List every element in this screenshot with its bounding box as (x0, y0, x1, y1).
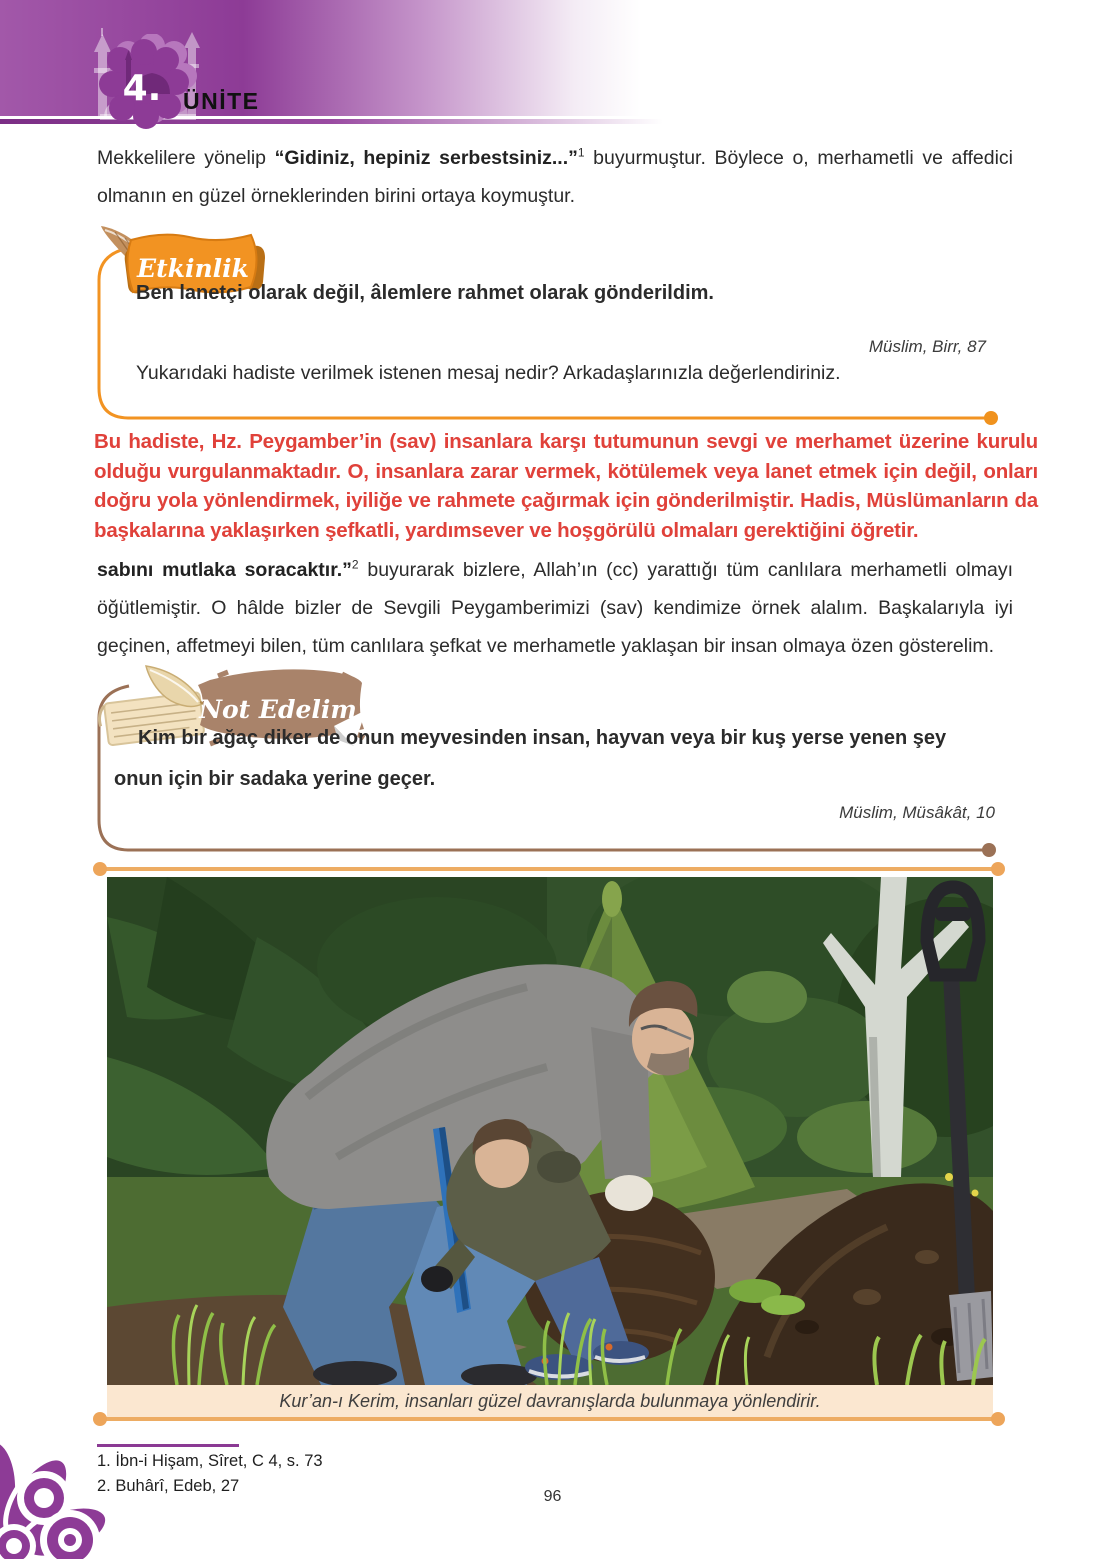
intro-paragraph (97, 139, 1013, 215)
planting-photo (107, 877, 993, 1385)
svg-text:Etkinlik: Etkinlik (137, 254, 249, 283)
unit-number-medallion (86, 34, 198, 134)
figure-top-rule (91, 860, 1007, 878)
svg-text:4.: 4. (122, 68, 162, 109)
figure-bottom-rule (91, 1410, 1007, 1428)
note-source: Müslim, Müsâkât, 10 (839, 803, 995, 822)
page-number: 96 (543, 1488, 562, 1505)
intro-pre: Mekkelilere yönelip (97, 146, 275, 169)
svg-text:Not Edelim: Not Edelim (199, 695, 357, 724)
activity-hadith: Ben lanetçi olarak değil, âlemlere rahmet olarak gönderildim. (136, 282, 714, 304)
body-quote-bold: sabını mutlaka soracaktır.” (97, 558, 352, 581)
activity-question: Yukarıdaki hadiste verilmek istenen mesaj nedir? Arkadaşlarınızla değerlendiriniz. (136, 362, 841, 384)
activity-source: Müslim, Birr, 87 (868, 337, 986, 356)
footnote-1: 1. İbn-i Hişam, Sîret, C 4, s. 73 (97, 1452, 323, 1470)
footnote-ref-2: 2 (351, 557, 359, 571)
unit-label: ÜNİTE (183, 88, 260, 114)
intro-post: buyurmuştur. Böylece o, merhametli ve affedici olmanın en güzel örneklerinden birini ortaya koymuştur. (97, 146, 1013, 207)
note-hadith: Kim bir ağaç diker de onun meyvesinden insan, hayvan veya bir kuş yerse yenen şey onun için bir sadaka yerine geçer. (114, 727, 947, 790)
figure-caption: Kur’an-ı Kerim, insanları güzel davranışlarda bulunmaya yönlendirir. (279, 1390, 821, 1411)
answer-text: Bu hadiste, Hz. Peygamber’in (sav) insanlara karşı tutumunun sevgi ve merhamet üzerine kurulu olduğu vurgulanmaktadır. O, insanlara zarar vermek, kötülemek veya lanet etmek için değil, onları doğru yola yönlendirmek, iyiliğe ve rahmete çağırmak için gönderilmiştir. Hadis, Müslümanların da başkalarına yaklaşırken şefkatli, yardımsever ve hoşgörülü olmaları gerektiğini öğretir. (94, 430, 1038, 542)
footnote-2: 2. Buhârî, Edeb, 27 (97, 1477, 240, 1495)
intro-quote-bold: “Gidiniz, hepiniz serbestsiniz...” (274, 146, 578, 169)
footnote-ref-1: 1 (577, 145, 585, 159)
flower-ornament (0, 1428, 148, 1559)
body-paragraph (97, 551, 1013, 665)
body-rest: buyurarak bizlere, Allah’ın (cc) yarattığı tüm canlılara merhametli olmayı öğütlemiştir. O hâlde bizler de Sevgili Peygamberimizi (sav) kendimize örnek alalım. Başkalarıyla iyi geçinen, affetmeyi bilen, tüm canlılara şefkat ve merhametle yaklaşan bir insan olmaya özen gösterelim. (97, 558, 1013, 657)
